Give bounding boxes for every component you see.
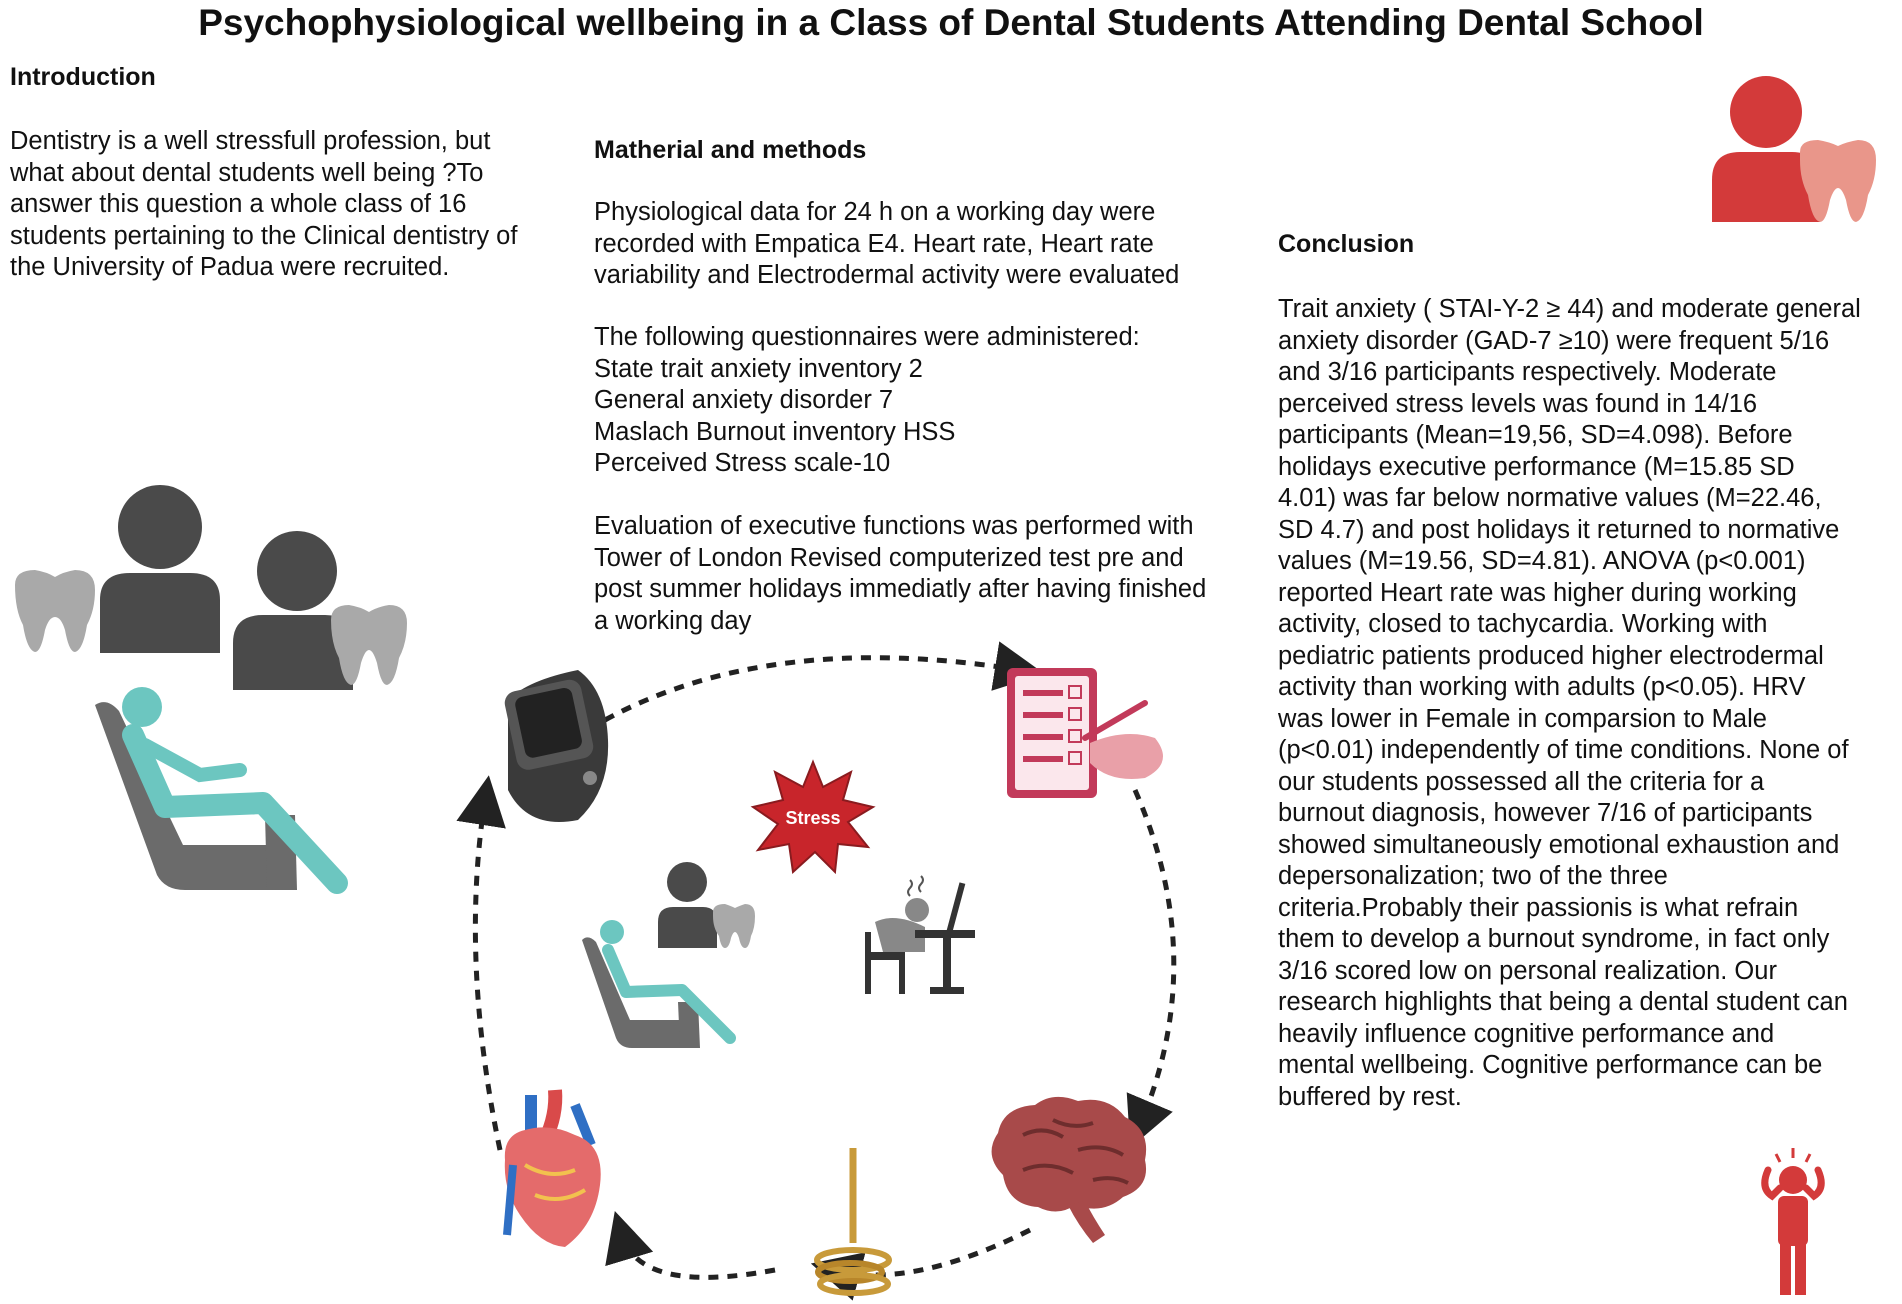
questionnaire-list bbox=[594, 322, 1274, 480]
conclusion-heading: Conclusion bbox=[1278, 230, 1415, 258]
conclusion-text: Trait anxiety ( STAI-Y-2 ≥ 44) and moderate general anxiety disorder (GAD-7 ≥10) were frequent 5/16 and 3/16 participants respectively. Moderate perceived stress levels was found in 14/16 participants (Mean=19,56, SD=4.098). Before holidays executive performance (M=15.85 SD 4.01) was far below normative values (M=22.46, SD 4.7) and post holidays it returned to normative values (M=19.56, SD=4.81). ANOVA (p<0.001) reported Heart rate was higher during working activity, closed to tachycardia. Working with pediatric patients produced higher electrodermal activity than working with adults (p<0.05). HRV was lower in Female in comparsion to Male (p<0.01) independently of time conditions. None of our students possessed all the criteria for a burnout diagnosis, however 7/16 of participants showed simultaneously emotional exhaustion and depersonalization; two of the three criteria.Probably their passionis is what refrain them to develop a burnout syndrome, in fact only 3/16 scored low on personal realization. Our research highlights that being a dental student can heavily influence cognitive performance and mental wellbeing. Cognitive performance can be buffered by rest. bbox=[1278, 295, 1861, 1111]
questionnaire-item: State trait anxiety inventory 2 bbox=[594, 354, 923, 383]
questionnaire-icon bbox=[1005, 668, 1175, 803]
person-head-icon bbox=[118, 485, 202, 569]
person-head-icon bbox=[257, 531, 337, 611]
dental-team-illustration bbox=[15, 485, 415, 905]
patient-head-icon bbox=[122, 687, 162, 727]
heart-icon bbox=[495, 1085, 615, 1255]
arrow-questionnaire-to-brain bbox=[1135, 790, 1174, 1125]
small-patient-chair-icon bbox=[582, 920, 742, 1055]
stressed-person-icon bbox=[1758, 1148, 1828, 1298]
methods-heading: Matherial and methods bbox=[594, 136, 867, 164]
person-body-icon bbox=[100, 573, 220, 653]
stress-badge bbox=[753, 762, 873, 872]
questionnaire-item: Maslach Burnout inventory HSS bbox=[594, 417, 956, 446]
questionnaire-item: Perceived Stress scale-10 bbox=[594, 449, 891, 477]
dentist-red-icon bbox=[1700, 70, 1880, 230]
brain-icon bbox=[983, 1095, 1153, 1245]
arrow-watch-to-questionnaire bbox=[605, 658, 1020, 720]
questionnaire-intro: The following questionnaires were administered: bbox=[594, 323, 1140, 351]
methods-executive-text: Evaluation of executive functions was performed with Tower of London Revised computerized test pre and post summer holidays immediatly after having finished a working day bbox=[594, 512, 1207, 635]
page-title: Psychophysiological wellbeing in a Class of Dental Students Attending Dental School bbox=[198, 2, 1704, 43]
questionnaire-item: General anxiety disorder 7 bbox=[594, 386, 894, 414]
exhausted-worker-icon bbox=[855, 872, 985, 997]
tooth-icon bbox=[15, 570, 95, 652]
arrow-nerve-to-heart bbox=[622, 1235, 775, 1277]
introduction-text: Dentistry is a well stressfull profession, but what about dental students well being ?To answer this question a whole class of 16 students pertaining to the Clinical dentistry of the University of Padua were recruited. bbox=[10, 127, 518, 281]
stress-label: Stress bbox=[785, 808, 841, 828]
introduction-heading: Introduction bbox=[10, 63, 156, 91]
nerve-icon bbox=[808, 1148, 898, 1298]
methods-physiological-text: Physiological data for 24 h on a working day were recorded with Empatica E4. Heart rate, Heart rate variability and Electrodermal activity were evaluated bbox=[594, 198, 1180, 289]
tooth-icon bbox=[331, 605, 407, 685]
wearable-wristband-icon bbox=[488, 670, 628, 830]
